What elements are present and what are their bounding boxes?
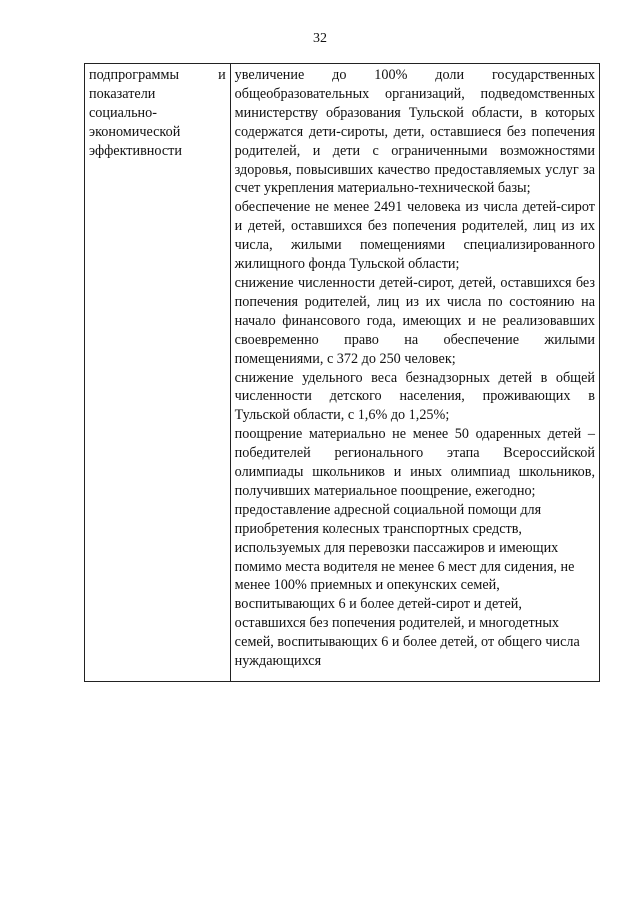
indicator-paragraph: увеличение до 100% доли государственных общеобразовательных организаций, подведомственных министерству образования Тульской области, в которых содержатся дети-сироты, дети, оставшиеся без попечения родителей, и дети с ограниченными возможностями здоровья, повысивших качество предоставляемых услуг за счет укрепления материально-технической базы; <box>234 67 595 197</box>
row-header-line-1 <box>89 66 226 85</box>
table-row <box>85 64 600 682</box>
page-number: 32 <box>313 31 327 46</box>
indicator-paragraph: поощрение материально не менее 50 одаренных детей – победителей регионального этапа Всероссийской олимпиады школьников и иных олимпиад школьников, получивших материальное поощрение, ежегодно; <box>234 426 595 499</box>
row-header-conjunction: и <box>218 67 226 83</box>
indicator-paragraph: обеспечение не менее 2491 человека из числа детей-сирот и детей, оставшихся без попечения родителей, лиц из их числа, жилыми помещениями специализированного жилищного фонда Тульской области; <box>234 199 595 273</box>
indicator-paragraph: снижение удельного веса безнадзорных детей в общей численности детского населения, проживающих в Тульской области, с 1,6% до 1,25%; <box>234 369 595 424</box>
row-header-line-2: показатели <box>89 85 156 102</box>
indicators-cell <box>230 64 599 682</box>
row-header-word: подпрограммы <box>89 67 179 83</box>
row-header-cell <box>85 64 231 682</box>
row-header-line-4: экономической <box>89 123 181 140</box>
indicator-paragraph: предоставление адресной социальной помощи для приобретения колесных транспортных средств, используемых для перевозки пассажиров и имеющих помимо места водителя не менее 6 мест для сидения, не менее 100% приемных и опекунских семей, воспитывающих 6 и более детей-сирот и детей, оставшихся без попечения родителей, и многодетных семей, воспитывающих 6 и более детей, от общего числа нуждающихся <box>234 501 580 670</box>
row-header-line-3: социально- <box>89 104 157 121</box>
row-header-line-5: эффективности <box>89 142 182 159</box>
indicators-table <box>84 63 600 682</box>
indicator-paragraph: снижение численности детей-сирот, детей, оставшихся без попечения родителей, лиц из их числа по состоянию на начало финансового года, имеющих и не реализовавших своевременно право на обеспечение жилыми помещениями, с 372 до 250 человек; <box>234 274 595 367</box>
